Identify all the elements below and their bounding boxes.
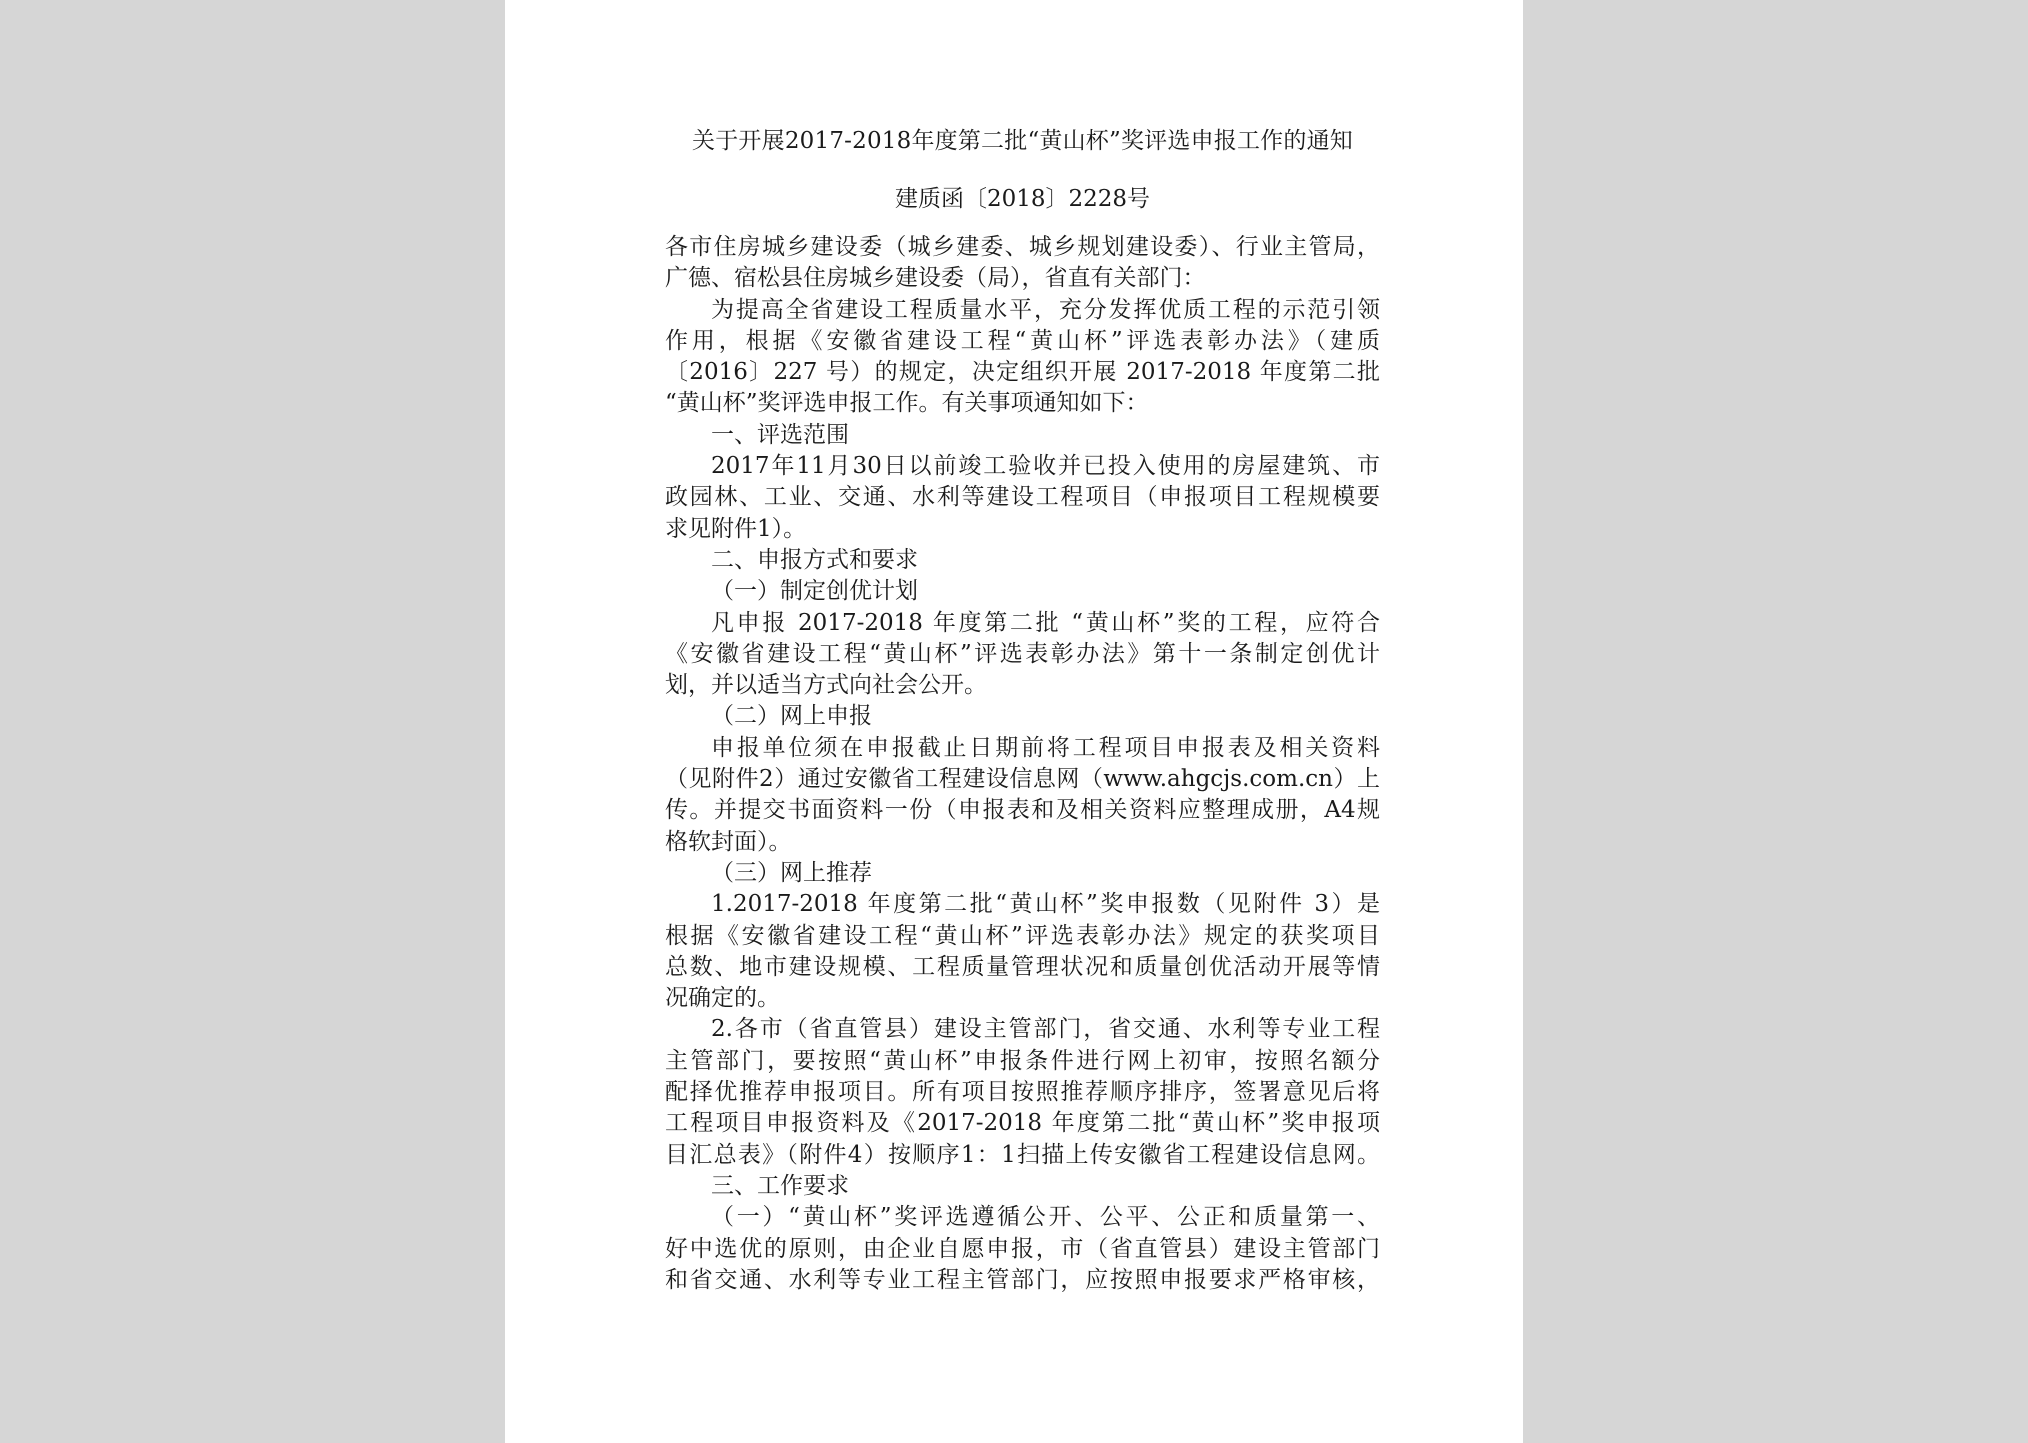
body-line: 各市住房城乡建设委（城乡建委、城乡规划建设委）、行业主管局， bbox=[665, 234, 1380, 260]
body-line: 配择优推荐申报项目。所有项目按照推荐顺序排序，签署意见后将 bbox=[665, 1079, 1380, 1106]
subsection-heading: （三）网上推荐 bbox=[711, 859, 872, 886]
document-title: 关于开展2017-2018年度第二批“黄山杯”奖评选申报工作的通知 bbox=[692, 128, 1353, 154]
body-line: 凡申报 2017-2018 年度第二批 “黄山杯”奖的工程，应符合 bbox=[711, 609, 1380, 636]
body-line: 申报单位须在申报截止日期前将工程项目申报表及相关资料 bbox=[711, 734, 1380, 761]
body-line: （一）“黄山杯”奖评选遵循公开、公平、公正和质量第一、 bbox=[711, 1204, 1380, 1231]
body-line: 2.各市（省直管县）建设主管部门，省交通、水利等专业工程 bbox=[711, 1016, 1380, 1043]
body-line: 广德、宿松县住房城乡建设委（局），省直有关部门： bbox=[665, 265, 1206, 292]
body-line: （见附件2）通过安徽省工程建设信息网（www.ahgcjs.com.cn）上 bbox=[665, 766, 1380, 793]
body-line: 总数、地市建设规模、工程质量管理状况和质量创优活动开展等情 bbox=[665, 953, 1380, 980]
body-line: 和省交通、水利等专业工程主管部门，应按照申报要求严格审核， bbox=[665, 1266, 1380, 1293]
body-line: “黄山杯”奖评选申报工作。有关事项通知如下： bbox=[665, 390, 1149, 417]
subsection-heading: （一）制定创优计划 bbox=[711, 578, 918, 605]
body-line: 好中选优的原则，由企业自愿申报，市（省直管县）建设主管部门 bbox=[665, 1235, 1380, 1262]
page-content bbox=[665, 118, 1380, 1296]
section-heading: 三、工作要求 bbox=[711, 1172, 849, 1199]
document-number: 建质函〔2018〕2228号 bbox=[894, 186, 1151, 212]
body-line: 求见附件1）。 bbox=[665, 515, 807, 542]
body-line: 〔2016〕227 号）的规定，决定组织开展 2017-2018 年度第二批 bbox=[665, 359, 1380, 386]
body-line: 为提高全省建设工程质量水平，充分发挥优质工程的示范引领 bbox=[711, 296, 1380, 323]
body-line: 根据《安徽省建设工程“黄山杯”评选表彰办法》规定的获奖项目 bbox=[665, 922, 1380, 949]
section-heading: 一、评选范围 bbox=[711, 421, 849, 448]
body-line: 主管部门，要按照“黄山杯”申报条件进行网上初审，按照名额分 bbox=[665, 1047, 1380, 1074]
body-line: 1.2017-2018 年度第二批“黄山杯”奖申报数（见附件 3）是 bbox=[711, 891, 1380, 918]
body-line: 《安徽省建设工程“黄山杯”评选表彰办法》第十一条制定创优计 bbox=[665, 640, 1380, 667]
body-line: 目汇总表》（附件4）按顺序1：1扫描上传安徽省工程建设信息网。 bbox=[665, 1141, 1380, 1168]
body-line: 划，并以适当方式向社会公开。 bbox=[665, 672, 987, 699]
section-heading: 二、申报方式和要求 bbox=[711, 546, 918, 573]
body-line: 2017年11月30日以前竣工验收并已投入使用的房屋建筑、市 bbox=[711, 453, 1380, 480]
body-line: 传。并提交书面资料一份（申报表和及相关资料应整理成册，A4规 bbox=[665, 797, 1380, 824]
body-line: 政园林、工业、交通、水利等建设工程项目（申报项目工程规模要 bbox=[665, 484, 1380, 511]
document-page bbox=[505, 0, 1523, 1443]
body-line: 工程项目申报资料及《2017-2018 年度第二批“黄山杯”奖申报项 bbox=[665, 1110, 1380, 1137]
body-line: 况确定的。 bbox=[665, 985, 780, 1012]
body-line: 格软封面）。 bbox=[665, 828, 792, 855]
body-line: 作用，根据《安徽省建设工程“黄山杯”评选表彰办法》（建质 bbox=[665, 327, 1380, 354]
subsection-heading: （二）网上申报 bbox=[711, 703, 872, 730]
